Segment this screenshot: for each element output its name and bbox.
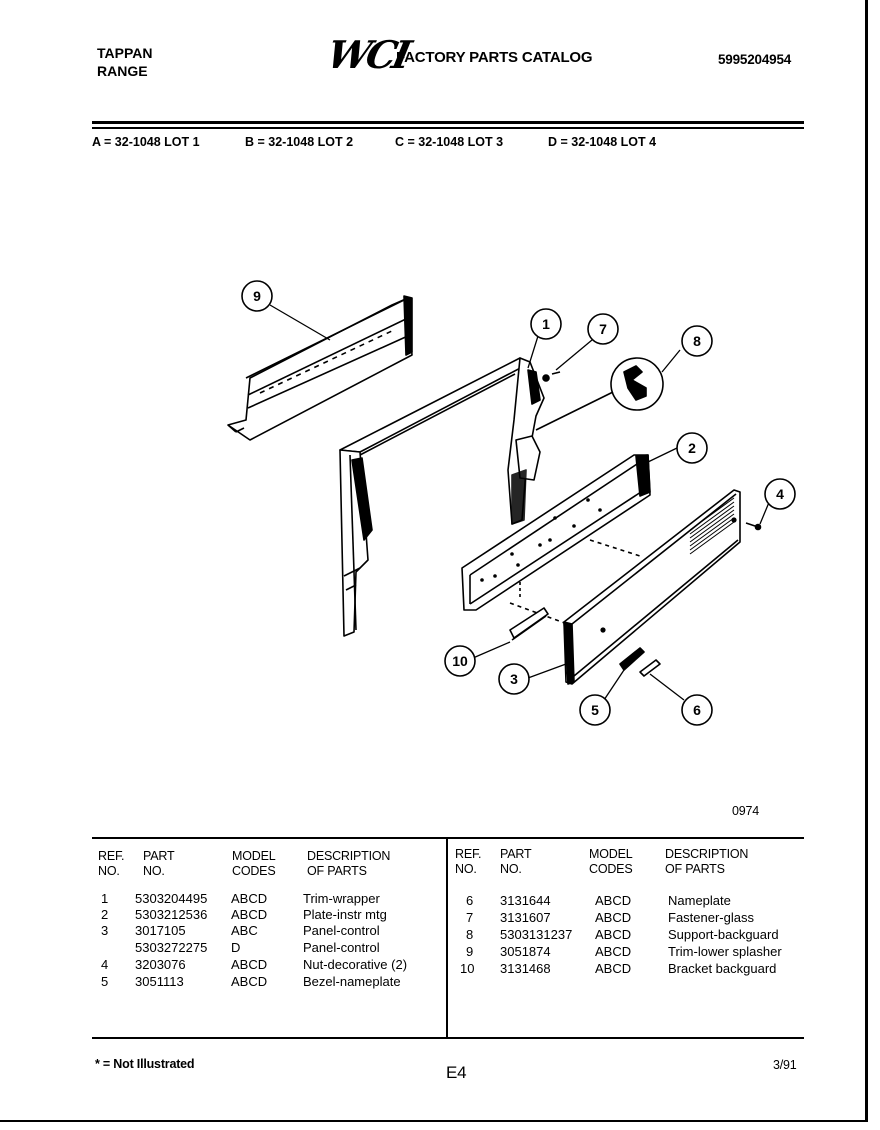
header-ref-line1: REF. — [455, 847, 482, 861]
header-ref-line1: REF. — [98, 849, 125, 863]
cell-ref: 4 — [101, 957, 109, 972]
callout-10-label: 10 — [452, 653, 468, 669]
revision-date: 3/91 — [773, 1058, 797, 1072]
cell-ref: 3 — [101, 923, 109, 938]
callout-1-label: 1 — [542, 316, 550, 332]
header-desc-line1: DESCRIPTION — [307, 849, 391, 863]
lot-b: B = 32-1048 LOT 2 — [245, 135, 354, 149]
table-row — [450, 961, 804, 978]
cell-ref: 8 — [466, 927, 474, 942]
table-row — [92, 891, 442, 908]
cell-description: Nut-decorative (2) — [303, 957, 408, 972]
brand-line-2: RANGE — [97, 63, 148, 79]
callout-1 — [531, 309, 561, 339]
cell-model-codes: ABCD — [595, 961, 632, 976]
catalog-number: 5995204954 — [718, 52, 792, 67]
table-row — [450, 910, 804, 927]
cell-ref: 7 — [466, 910, 474, 925]
part-support-backguard — [536, 358, 663, 430]
header-desc-left — [307, 849, 390, 879]
part-bezel-nameplate — [620, 648, 644, 670]
callout-6 — [682, 695, 712, 725]
callout-9-label: 9 — [253, 288, 261, 304]
callout-8-label: 8 — [693, 333, 701, 349]
cell-model-codes: ABCD — [595, 910, 632, 925]
header-part-left — [143, 849, 174, 879]
table-row — [92, 957, 442, 974]
cell-ref: 1 — [101, 891, 109, 906]
callout-5 — [580, 695, 610, 725]
callout-5-label: 5 — [591, 702, 599, 718]
callout-3-label: 3 — [510, 671, 518, 687]
callout-2-label: 2 — [688, 440, 696, 456]
cell-part-no: 3051113 — [135, 974, 184, 989]
header-model-left — [232, 849, 275, 879]
table-row — [450, 927, 804, 944]
cell-description: Bezel-nameplate — [303, 974, 401, 989]
header-desc-right — [665, 847, 748, 877]
header-model-line2: CODES — [232, 864, 276, 878]
cell-ref: 6 — [466, 893, 474, 908]
callout-7-label: 7 — [599, 321, 607, 337]
header-ref-right — [455, 847, 481, 877]
cell-part-no: 3131468 — [500, 961, 551, 976]
table-bottom-rule — [92, 1037, 804, 1039]
callout-2 — [677, 433, 707, 463]
part-fastener-glass — [543, 372, 560, 381]
cell-model-codes: ABCD — [595, 927, 632, 942]
cell-model-codes: D — [231, 940, 241, 955]
part-bracket-backguard — [510, 608, 548, 640]
header-part-line2: NO. — [500, 862, 522, 876]
cell-description: Trim-wrapper — [303, 891, 380, 906]
page-code: E4 — [446, 1063, 467, 1082]
lot-d: D = 32-1048 LOT 4 — [548, 135, 657, 149]
cell-description: Trim-lower splasher — [668, 944, 782, 959]
cell-description: Fastener-glass — [668, 910, 754, 925]
diagram-code: 0974 — [732, 804, 760, 818]
part-nut-decorative — [746, 523, 761, 530]
lot-a: A = 32-1048 LOT 1 — [92, 135, 200, 149]
header-model-line1: MODEL — [232, 849, 276, 863]
table-row — [450, 944, 804, 961]
callout-4 — [765, 479, 795, 509]
cell-ref: 2 — [101, 907, 109, 922]
header-desc-line2: OF PARTS — [665, 862, 725, 876]
cell-model-codes: ABCD — [231, 957, 268, 972]
cell-description: Panel-control — [303, 940, 380, 955]
callout-10 — [445, 646, 475, 676]
catalog-title: FACTORY PARTS CATALOG — [396, 49, 593, 66]
cell-description: Plate-instr mtg — [303, 907, 387, 922]
cell-part-no: 5303204495 — [135, 891, 208, 906]
callout-9 — [242, 281, 272, 311]
cell-description: Panel-control — [303, 923, 380, 938]
header-ref-line2: NO. — [98, 864, 120, 878]
cell-ref: 9 — [466, 944, 474, 959]
table-row — [92, 907, 442, 924]
header-part-right — [500, 847, 531, 877]
callout-8 — [682, 326, 712, 356]
part-trim-wrapper — [340, 358, 544, 636]
cell-ref: 10 — [460, 961, 475, 976]
cell-model-codes: ABCD — [231, 891, 268, 906]
cell-description: Bracket backguard — [668, 961, 777, 976]
cell-description: Support-backguard — [668, 927, 779, 942]
header-desc-line2: OF PARTS — [307, 864, 367, 878]
cell-model-codes: ABCD — [231, 974, 268, 989]
cell-part-no: 5303272275 — [135, 940, 208, 955]
cell-part-no: 3203076 — [135, 957, 186, 972]
brand-line-1: TAPPAN — [97, 45, 153, 61]
callout-4-label: 4 — [776, 486, 784, 502]
callout-6-label: 6 — [693, 702, 701, 718]
cell-model-codes: ABCD — [231, 907, 268, 922]
cell-model-codes: ABCD — [595, 893, 632, 908]
header-model-right — [589, 847, 632, 877]
table-row — [450, 893, 804, 910]
header-ref-left — [98, 849, 124, 879]
cell-part-no: 3131607 — [500, 910, 551, 925]
wci-logo: WCI — [323, 32, 412, 77]
cell-part-no: 5303212536 — [135, 907, 208, 922]
header-part-line1: PART — [143, 849, 175, 863]
part-trim-lower-splasher — [228, 296, 412, 440]
callout-7 — [588, 314, 618, 344]
table-row — [92, 923, 442, 940]
cell-model-codes: ABCD — [595, 944, 632, 959]
cell-part-no: 3017105 — [135, 923, 186, 938]
lot-c: C = 32-1048 LOT 3 — [395, 135, 504, 149]
header-model-line1: MODEL — [589, 847, 633, 861]
part-nameplate — [640, 660, 660, 676]
cell-ref: 5 — [101, 974, 109, 989]
cell-part-no: 3131644 — [500, 893, 551, 908]
table-row — [92, 940, 442, 957]
cell-description: Nameplate — [668, 893, 731, 908]
header-part-line1: PART — [500, 847, 532, 861]
footnote: * = Not Illustrated — [95, 1057, 195, 1071]
header-ref-line2: NO. — [455, 862, 477, 876]
cell-model-codes: ABC — [231, 923, 258, 938]
header-part-line2: NO. — [143, 864, 165, 878]
table-row — [92, 974, 442, 991]
table-top-rule — [92, 837, 804, 839]
cell-part-no: 5303131237 — [500, 927, 573, 942]
callout-3 — [499, 664, 529, 694]
header-desc-line1: DESCRIPTION — [665, 847, 749, 861]
cell-part-no: 3051874 — [500, 944, 551, 959]
table-center-divider — [446, 839, 448, 1037]
header-model-line2: CODES — [589, 862, 633, 876]
